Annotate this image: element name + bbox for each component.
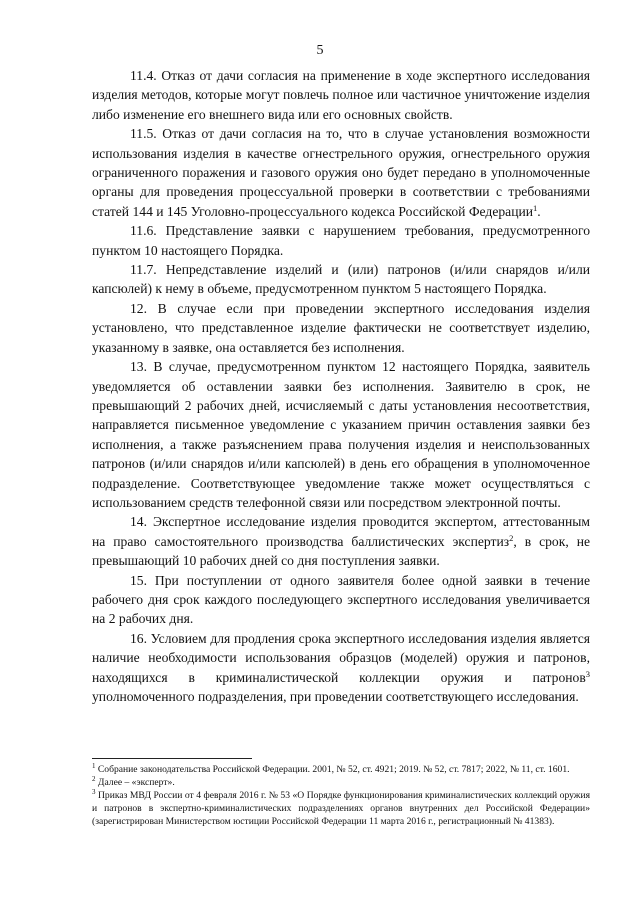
footnotes-section bbox=[92, 758, 590, 828]
paragraph-11-6: 11.6. Представление заявки с нарушением требования, предусмотренного пунктом 10 настоящего Порядка. bbox=[92, 223, 590, 258]
paragraph-11-7: 11.7. Непредставление изделий и (или) патронов (и/или снарядов и/или капсюлей) к нему в объеме, предусмотренном пунктом 5 настоящего Порядка. bbox=[92, 262, 590, 297]
paragraph-12: 12. В случае если при проведении экспертного исследования изделия установлено, что представленное изделие фактически не соответствует изделию, указанному в заявке, она оставляется без исполнения. bbox=[92, 300, 590, 355]
footnote-2: $^2$ Далее – «эксперт». bbox=[92, 775, 175, 789]
paragraph-14: 14. Экспертное исследование изделия проводится экспертом, аттестованным на право самостоятельного производства баллистических экспертиз$^2$, в срок, не превышающий 10 рабочих дней со дня поступления заявки. bbox=[92, 514, 591, 569]
footnote-ref-1: 1 bbox=[533, 202, 538, 213]
document-body bbox=[92, 66, 590, 706]
paragraph-15: 15. При поступлении от одного заявителя более одной заявки в течение рабочего дня срок каждого последующего экспертного исследования увеличивается на 2 рабочих дня. bbox=[92, 572, 590, 627]
footnote-3: $^3$ Приказ МВД России от 4 февраля 2016 г. № 53 «О Порядке функционирования криминалистических коллекций оружия и патронов в экспертно-криминалистических подразделениях органов внутренних дел Российской Федерации» (зарегистрирован Министерством юстиции Российской Федерации 11 марта 2016 г., регистрационный № 41383). bbox=[92, 788, 590, 828]
footnote-ref-3: 3 bbox=[585, 668, 590, 679]
paragraph-13: 13. В случае, предусмотренном пунктом 12 настоящего Порядка, заявитель уведомляется об оставлении заявки без исполнения. Заявителю в срок, не превышающий 2 рабочих дней, исчисляемый с даты установления несоответствия, направляется письменное уведомление с указанием причин оставления заявки без исполнения, а также разъяснением права получения изделия и неиспользованных патронов (и/или снарядов и/или капсюлей) в день его обращения в уполномоченное подразделение. Соответствующее уведомление также может осуществляться с использованием средств телефонной связи или посредством электронной почты. bbox=[92, 359, 590, 510]
page-number: 5 bbox=[316, 43, 324, 58]
paragraph-16: 16. Условием для продления срока экспертного исследования изделия является наличие необходимости использования образцов (моделей) оружия и патронов, находящихся в криминалистической коллекции оружия и патронов$^3$ уполномоченного подразделения, при проведении соответствующего исследования. bbox=[92, 630, 590, 704]
footnote-divider bbox=[92, 758, 252, 759]
footnote-1: $^1$ Собрание законодательства Российской Федерации. 2001, № 52, ст. 4921; 2019. № 52, ст. 7817; 2022, № 11, ст. 1601. bbox=[92, 762, 570, 775]
paragraph-11-4: 11.4. Отказ от дачи согласия на применение в ходе экспертного исследования изделия методов, которые могут повлечь полное или частичное уничтожение изделия либо изменение его внешнего вида или его основных свойств. bbox=[92, 68, 590, 122]
paragraph-11-5: 11.5. Отказ от дачи согласия на то, что в случае установления возможности использования изделия в качестве огнестрельного оружия, огнестрельного оружия ограниченного поражения и газового оружия оно будет передано в уполномоченные органы для проведения процессуальной проверки в соответствии с требованиями статей 144 и 145 Уголовно-процессуального кодекса Российской Федерации$^1$. bbox=[92, 126, 590, 219]
footnote-ref-2: 2 bbox=[509, 532, 514, 543]
